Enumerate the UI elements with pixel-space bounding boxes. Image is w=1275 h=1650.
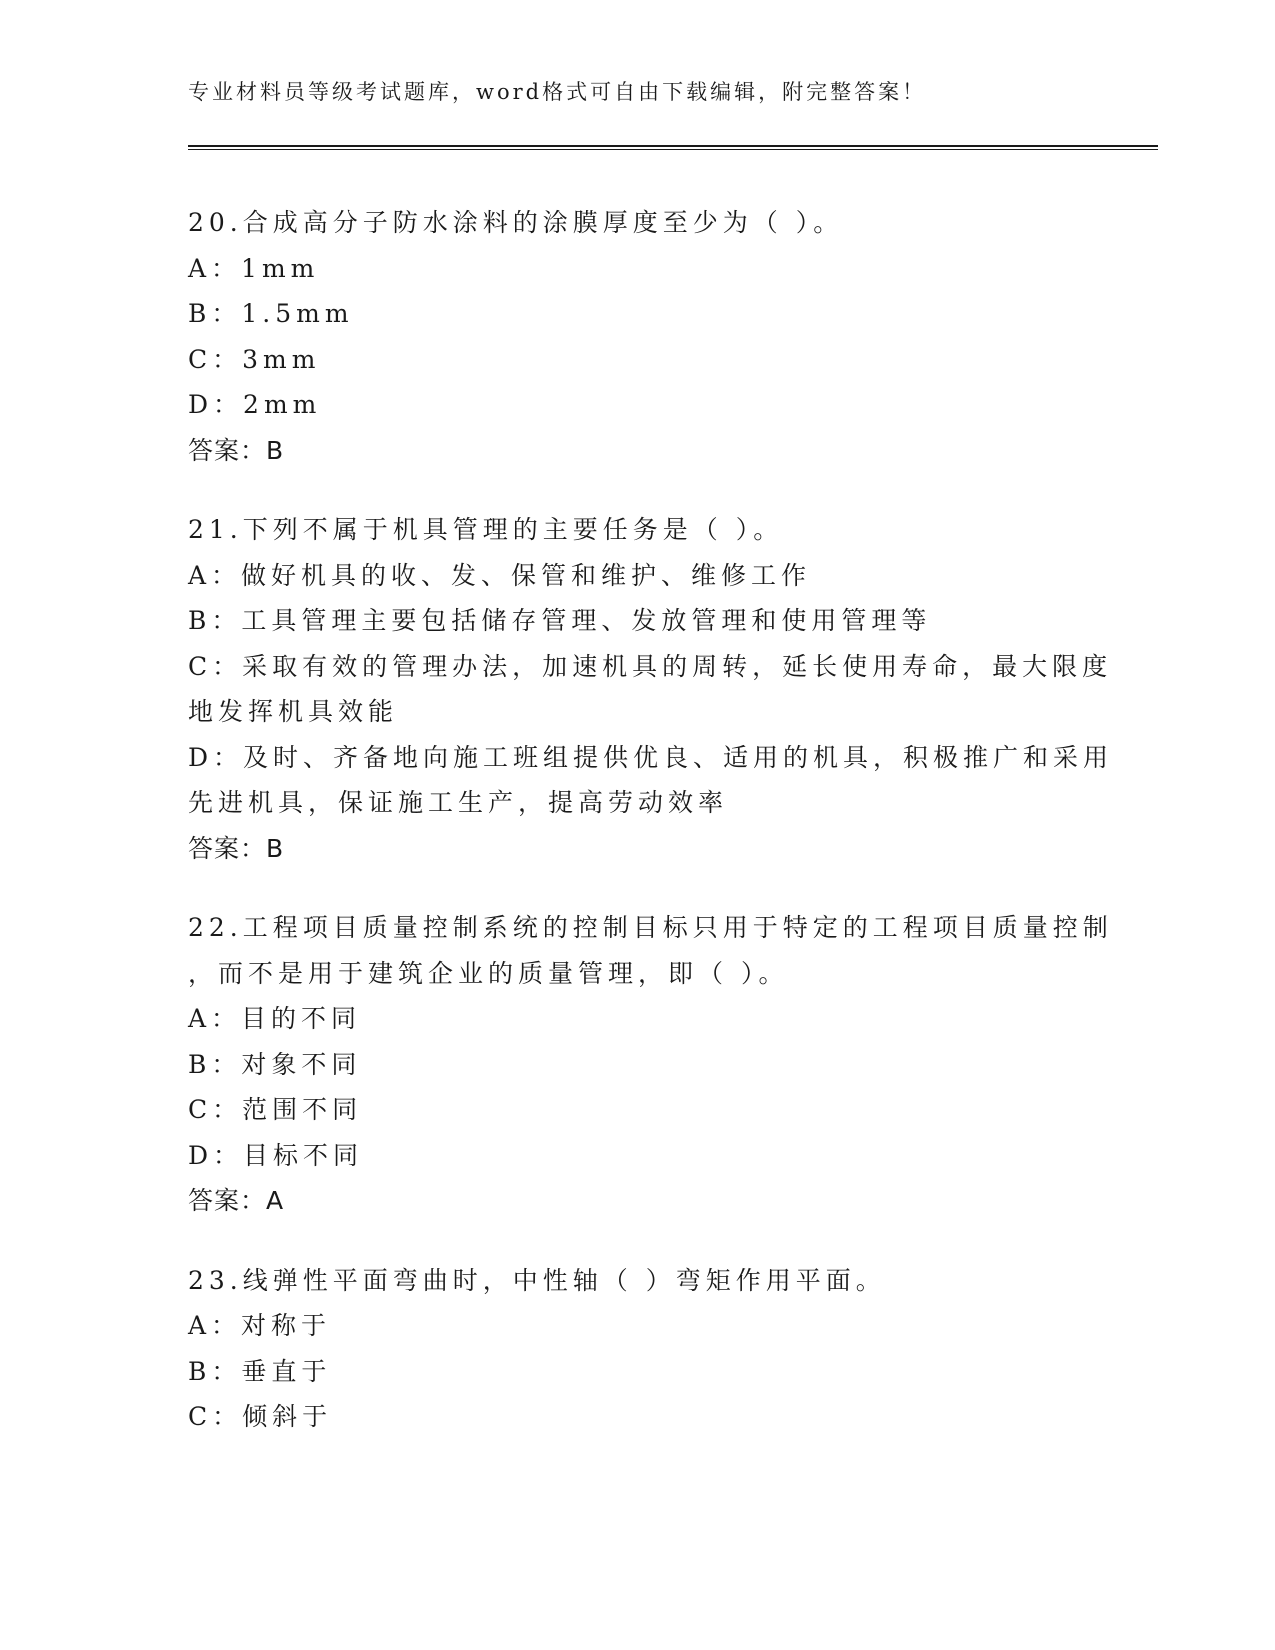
option-c: C：倾斜于 [188, 1402, 333, 1431]
question-20 [188, 200, 1088, 473]
option-d: D：及时、齐备地向施工班组提供优良、适用的机具，积极推广和采用 [188, 742, 1114, 772]
option-b: B：工具管理主要包括储存管理、发放管理和使用管理等 [188, 606, 932, 635]
option-b: B：1.5mm [188, 299, 354, 328]
option-d: D：2mm [188, 390, 322, 419]
question-23 [188, 1258, 1088, 1440]
question-stem: 22.工程项目质量控制系统的控制目标只用于特定的工程项目质量控制 [188, 913, 1113, 942]
page-header: 专业材料员等级考试题库，word格式可自由下载编辑，附完整答案！ [188, 80, 927, 104]
question-stem-continued: ，而不是用于建筑企业的质量管理，即（ ）。 [188, 958, 789, 988]
option-c: C：3mm [188, 344, 321, 374]
option-c-continued: 地发挥机具效能 [188, 697, 399, 726]
question-stem: 21.下列不属于机具管理的主要任务是（ ）。 [188, 515, 784, 544]
question-22 [188, 905, 1113, 1224]
option-d: D：目标不同 [188, 1140, 364, 1170]
question-stem: 20.合成高分子防水涂料的涂膜厚度至少为（ ）。 [188, 208, 844, 237]
option-a: A：对称于 [188, 1311, 332, 1340]
question-stem: 23.线弹性平面弯曲时，中性轴（ ）弯矩作用平面。 [188, 1265, 886, 1295]
option-b: B：对象不同 [188, 1049, 362, 1079]
answer-key: 答案：B [188, 435, 285, 465]
option-a: A：目的不同 [188, 1004, 362, 1033]
option-c: C：范围不同 [188, 1095, 363, 1124]
question-21 [188, 507, 1114, 871]
question-list [188, 200, 1114, 1474]
option-c: C：采取有效的管理办法，加速机具的周转，延长使用寿命，最大限度 [188, 651, 1113, 681]
option-a: A：做好机具的收、发、保管和维护、维修工作 [188, 560, 812, 590]
answer-key: 答案：A [188, 1186, 285, 1215]
answer-key: 答案：B [188, 833, 285, 863]
option-b: B：垂直于 [188, 1356, 332, 1386]
option-d-continued: 先进机具，保证施工生产，提高劳动效率 [188, 788, 729, 817]
option-a: A：1mm [188, 253, 320, 283]
header-divider [188, 145, 1158, 150]
